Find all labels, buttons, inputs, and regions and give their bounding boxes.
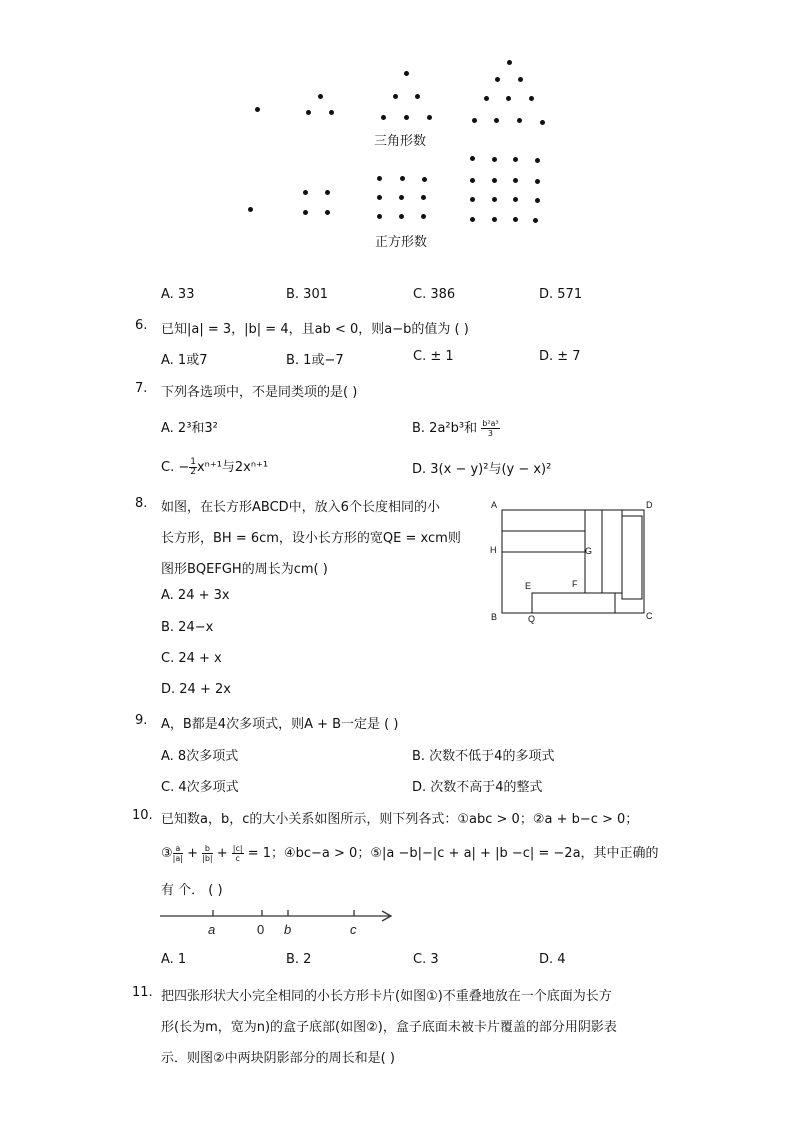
small-rectangle xyxy=(502,531,585,552)
fraction-numerator: 1 xyxy=(190,457,196,467)
q9-number: 9. xyxy=(135,713,148,728)
small-rectangle xyxy=(502,510,585,531)
dot xyxy=(415,94,420,99)
dot xyxy=(535,158,540,163)
dot xyxy=(470,197,475,202)
label-a: A xyxy=(491,500,498,510)
dot xyxy=(421,195,426,200)
q9-stem: A，B都是4次多项式，则A + B一定是 ( ) xyxy=(161,717,399,732)
dot xyxy=(472,118,477,123)
q9-option-b[interactable]: B. 次数不低于4的多项式 xyxy=(412,749,555,764)
label-f: F xyxy=(572,579,578,589)
dot xyxy=(533,218,538,223)
q8-option-b[interactable]: B. 24−x xyxy=(161,620,214,635)
dot xyxy=(535,198,540,203)
dot xyxy=(492,178,497,183)
dot xyxy=(255,107,260,112)
axis-label-zero: 0 xyxy=(257,922,265,937)
dot xyxy=(470,156,475,161)
q7-option-c-fraction xyxy=(189,458,197,477)
q7-option-a[interactable]: A. 2³和3² xyxy=(161,421,218,436)
dot xyxy=(470,217,475,222)
q11-number: 11. xyxy=(132,985,153,1000)
axis-label-b: b xyxy=(284,922,292,937)
dot xyxy=(329,110,334,115)
dot xyxy=(494,118,499,123)
dot xyxy=(399,195,404,200)
dot xyxy=(492,157,497,162)
q8-stem-line-2: 长方形，BH = 6cm，设小长方形的宽QE = xcm则 xyxy=(161,531,461,546)
label-b: B xyxy=(491,612,498,622)
q7-stem: 下列各选项中，不是同类项的是( ) xyxy=(161,385,358,400)
dot xyxy=(529,96,534,101)
dot xyxy=(325,190,330,195)
q9-option-a[interactable]: A. 8次多项式 xyxy=(161,749,239,764)
q10-line-1: 已知数a，b，c的大小关系如图所示，则下列各式：①abc > 0；②a + b−c > 0； xyxy=(161,812,639,827)
q6-stem: 已知|a| = 3，|b| = 4，且ab < 0，则a−b的值为 ( ) xyxy=(161,322,469,337)
q10-option-d[interactable]: D. 4 xyxy=(539,952,566,967)
dot xyxy=(422,177,427,182)
axis-label-a: a xyxy=(208,922,216,937)
square-caption: 正方形数 xyxy=(375,235,428,250)
fraction xyxy=(202,844,212,863)
q10-line-2-prefix: ③ xyxy=(161,846,173,861)
fraction-denominator: |a| xyxy=(172,854,183,863)
dot xyxy=(421,214,426,219)
q10-line-3: 有 个． ( ) xyxy=(161,883,223,898)
fraction-numerator: |c| xyxy=(232,844,243,853)
q8-option-c[interactable]: C. 24 + x xyxy=(161,651,222,666)
q11-line-1: 把四张形状大小完全相同的小长方形卡片(如图①)不重叠地放在一个底面为长方 xyxy=(161,989,612,1004)
q7-option-c[interactable] xyxy=(161,456,268,477)
dot xyxy=(393,94,398,99)
fraction-numerator: a xyxy=(173,844,183,854)
fraction xyxy=(173,844,183,863)
q6-option-a[interactable]: A. 1或7 xyxy=(161,353,208,368)
q8-option-d[interactable]: D. 24 + 2x xyxy=(161,682,231,697)
axis-label-c: c xyxy=(350,922,357,937)
dot xyxy=(400,176,405,181)
dot xyxy=(513,217,518,222)
fraction-denominator: 2 xyxy=(190,467,196,477)
q7-option-b-text: B. 2a²b³和 xyxy=(412,421,478,436)
dot xyxy=(427,115,432,120)
q10-number-line xyxy=(158,905,398,941)
q8-option-a[interactable]: A. 24 + 3x xyxy=(161,588,230,603)
dot xyxy=(377,214,382,219)
small-rectangle xyxy=(622,516,642,599)
q7-option-b[interactable] xyxy=(412,417,500,438)
q10-option-b[interactable]: B. 2 xyxy=(286,952,312,967)
label-q: Q xyxy=(528,614,536,624)
dot xyxy=(513,178,518,183)
rectangle-abcd xyxy=(502,510,644,613)
dot xyxy=(507,60,512,65)
dot xyxy=(513,157,518,162)
q8-number: 8. xyxy=(135,496,148,511)
dot xyxy=(404,71,409,76)
dot xyxy=(518,77,523,82)
label-e: E xyxy=(525,581,532,591)
q10-option-a[interactable]: A. 1 xyxy=(161,952,187,967)
dot xyxy=(535,179,540,184)
fraction xyxy=(232,844,244,863)
fraction-denominator: c xyxy=(235,854,240,863)
q10-line-2-suffix: = 1；④bc−a > 0；⑤|a −b|−|c + a| + |b −c| = −2a，其中正确的 xyxy=(243,846,659,861)
q6-option-b[interactable]: B. 1或−7 xyxy=(286,353,344,368)
q8-rectangle-figure xyxy=(486,496,658,628)
dot xyxy=(470,178,475,183)
label-h: H xyxy=(490,545,497,555)
dot xyxy=(495,77,500,82)
dot xyxy=(540,120,545,125)
q5-option-d[interactable]: D. 571 xyxy=(539,287,583,302)
q9-option-d[interactable]: D. 次数不高于4的整式 xyxy=(412,780,543,795)
q7-option-d[interactable]: D. 3(x − y)²与(y − x)² xyxy=(412,462,552,477)
q8-stem-line-1: 如图，在长方形ABCD中，放入6个长度相同的小 xyxy=(161,500,440,515)
dot xyxy=(381,115,386,120)
dot xyxy=(404,115,409,120)
dot xyxy=(325,210,330,215)
label-c: C xyxy=(646,611,653,621)
dot xyxy=(318,94,323,99)
dot xyxy=(492,217,497,222)
label-d: D xyxy=(646,500,653,510)
q6-number: 6. xyxy=(135,318,148,333)
q10-option-c[interactable]: C. 3 xyxy=(413,952,439,967)
small-rectangle xyxy=(602,510,622,593)
q9-option-c[interactable]: C. 4次多项式 xyxy=(161,780,239,795)
q7-option-b-fraction xyxy=(481,419,499,438)
q5-option-a[interactable]: A. 33 xyxy=(161,287,195,302)
dot xyxy=(517,118,522,123)
q10-number: 10. xyxy=(132,808,153,823)
dot xyxy=(506,96,511,101)
q11-line-2: 形(长为m，宽为n)的盒子底部(如图②)，盒子底面未被卡片覆盖的部分用阴影表 xyxy=(161,1020,617,1035)
dot xyxy=(303,190,308,195)
q10-line-2: ③ $\frac{a}{|a|}$ + $\frac{b}{|b|}$ + $\frac{|c|}{c}$ = 1；④bc−a > 0；⑤|a −b|−|c + a| + |b −c| = −2a，其中正确的 xyxy=(161,844,659,863)
q7-option-c-prefix: C. − xyxy=(161,460,190,475)
fraction-numerator: b xyxy=(202,844,212,854)
dot xyxy=(492,197,497,202)
triangle-caption: 三角形数 xyxy=(374,134,427,149)
q5-option-c[interactable]: C. 386 xyxy=(413,287,456,302)
dot xyxy=(513,197,518,202)
q6-option-c[interactable]: C. ± 1 xyxy=(413,349,454,364)
q6-option-d[interactable]: D. ± 7 xyxy=(539,349,581,364)
dot xyxy=(303,210,308,215)
dot xyxy=(377,195,382,200)
fraction-numerator: b²a³ xyxy=(482,419,499,428)
q8-stem-line-3: 图形BQEFGH的周长为cm( ) xyxy=(161,562,328,577)
label-g: G xyxy=(585,546,593,556)
dot xyxy=(306,110,311,115)
dot xyxy=(377,176,382,181)
q7-option-c-suffix: xⁿ⁺¹与2xⁿ⁺¹ xyxy=(196,460,269,475)
dot xyxy=(248,207,253,212)
dot xyxy=(484,96,489,101)
q7-number: 7. xyxy=(135,381,148,396)
small-rectangle xyxy=(532,593,615,613)
fraction-denominator: 3 xyxy=(487,429,493,438)
fraction-denominator: |b| xyxy=(202,854,213,863)
q11-line-3: 示．则图②中两块阴影部分的周长和是( ) xyxy=(161,1051,395,1066)
dot xyxy=(399,214,404,219)
q5-option-b[interactable]: B. 301 xyxy=(286,287,328,302)
